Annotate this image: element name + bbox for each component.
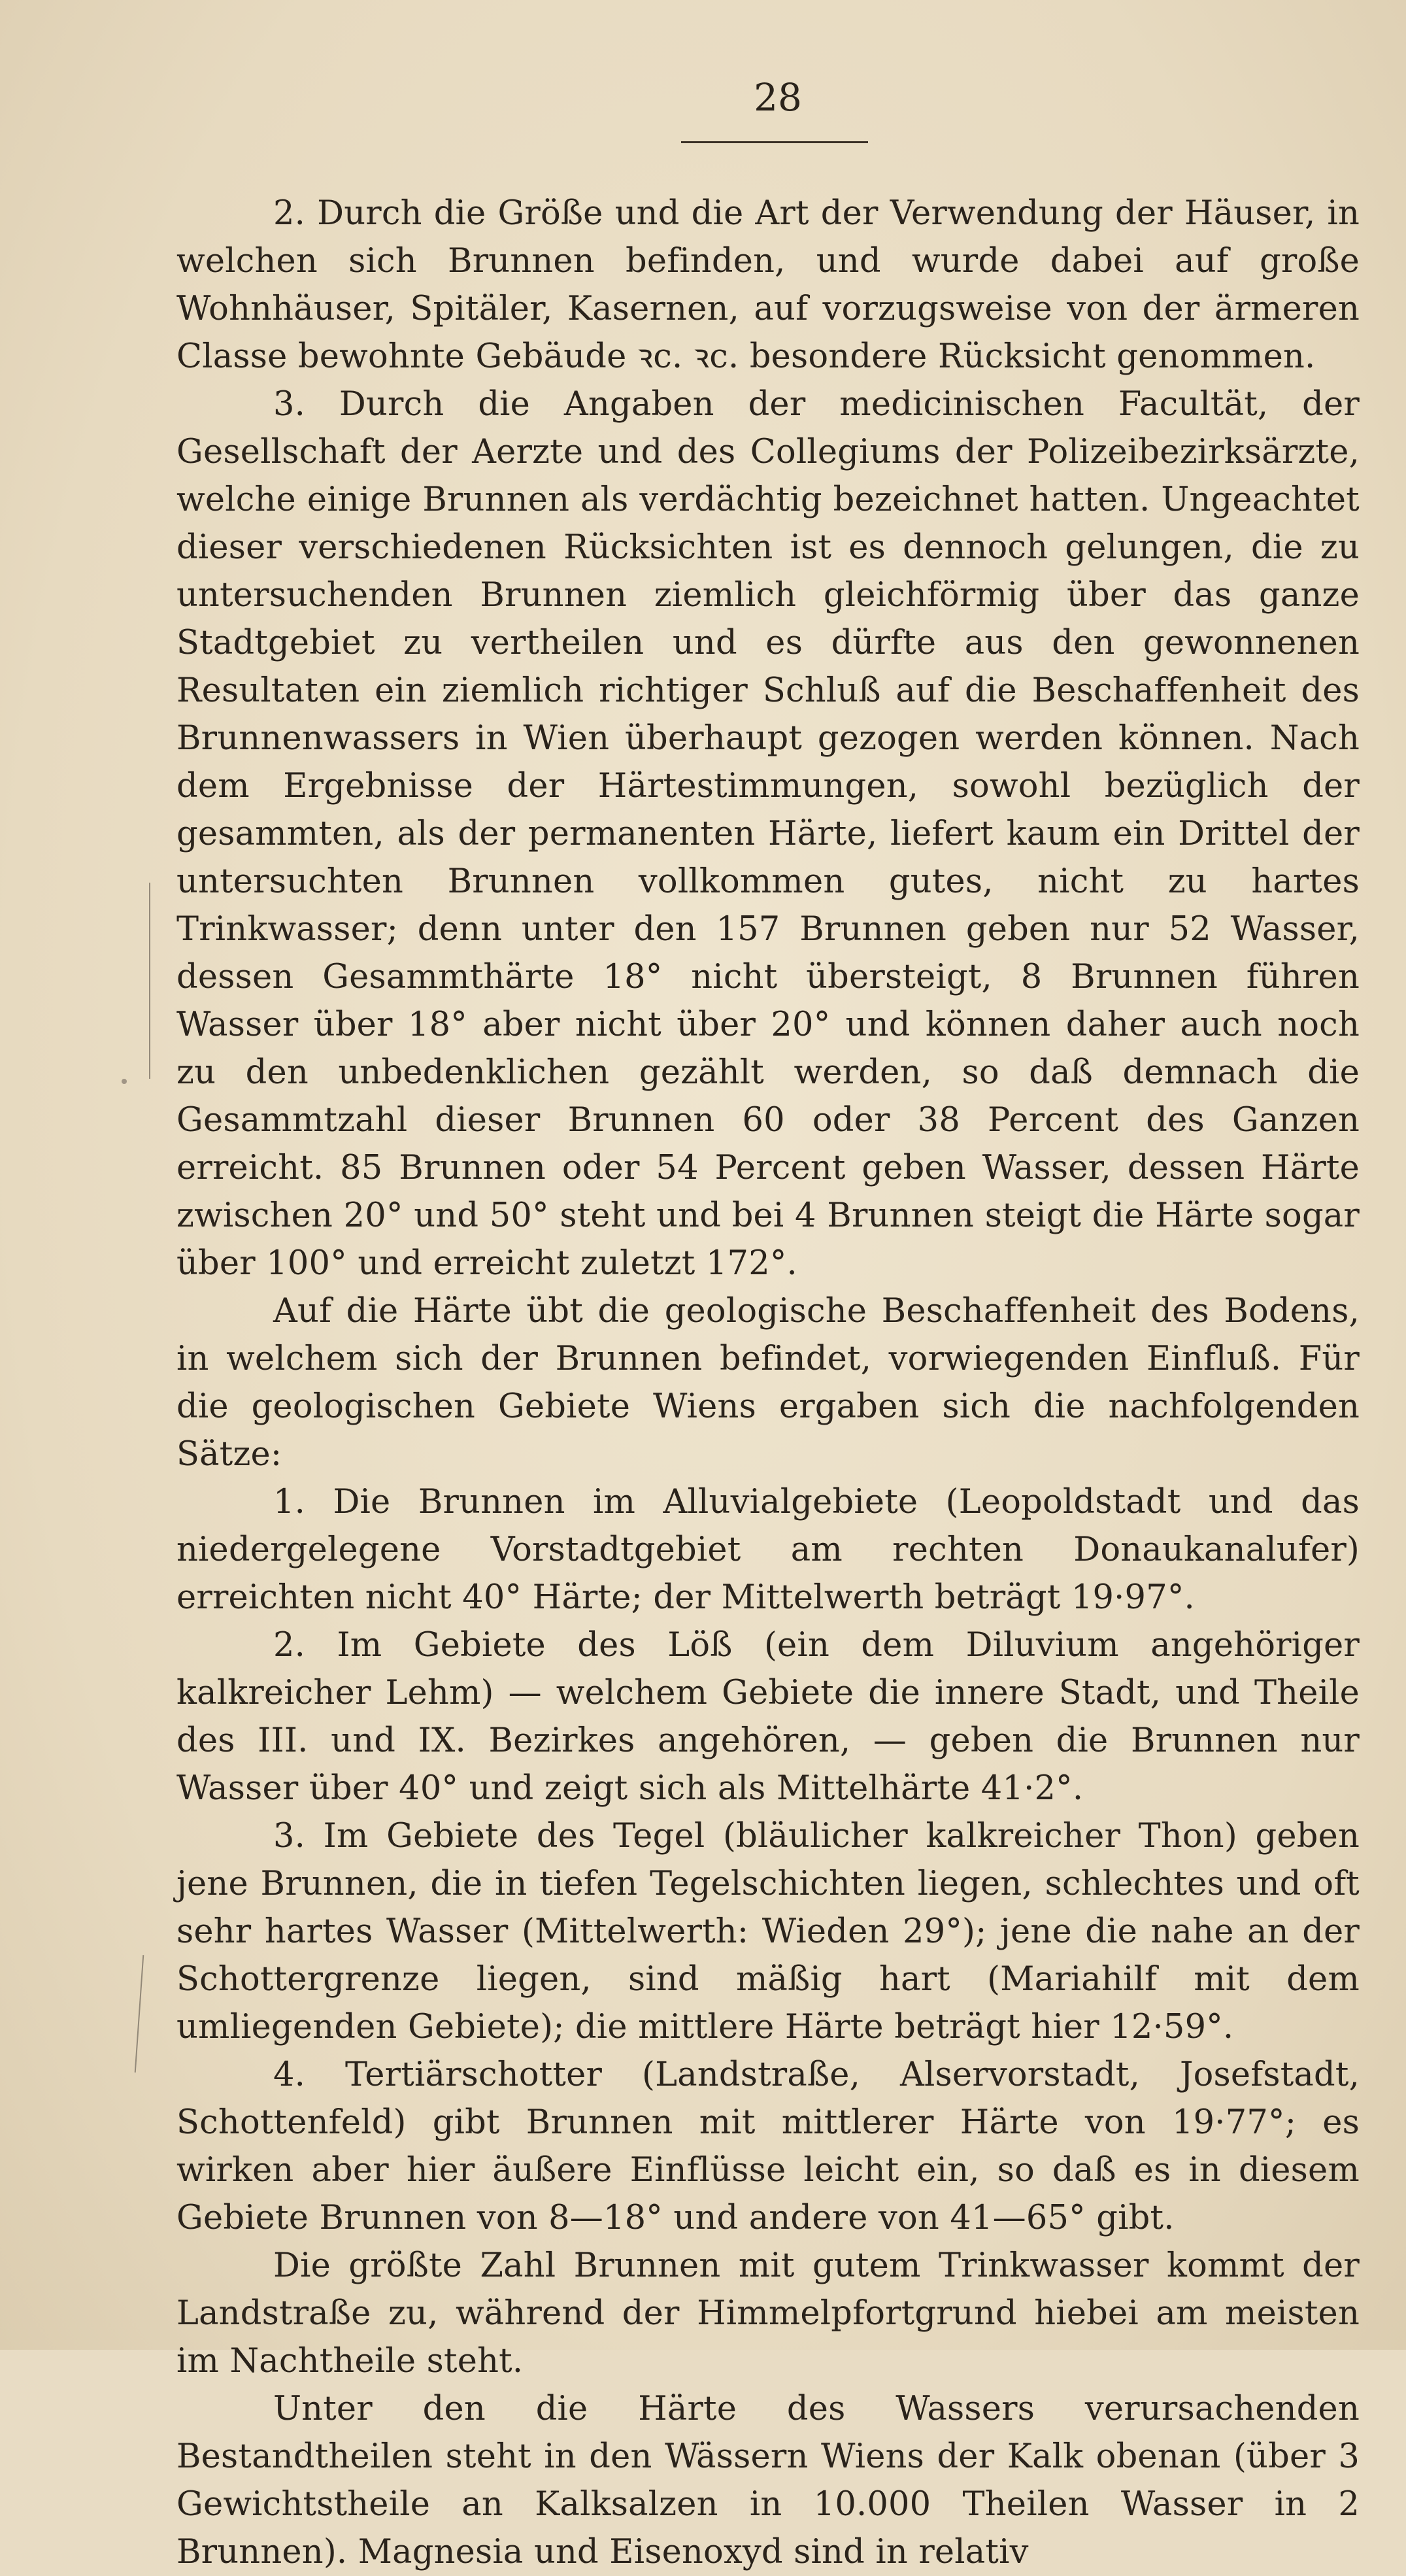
paragraph: 3. Durch die Angaben der medicinischen Facultät, der Gesellschaft der Aerzte und des Collegiums der Polizeibezirksärzte, welche einige Brunnen als verdächtig bezeichnet hatten. Ungeachtet dieser verschiedenen Rücksichten ist es dennoch gelungen, die zu untersuchenden Brunnen ziemlich gleichförmig über das ganze Stadtgebiet zu vertheilen und es dürfte aus den gewonnenen Resultaten ein ziemlich richtiger Schluß auf die Beschaffenheit des Brunnenwassers in Wien überhaupt gezogen werden können. Nach dem Ergebnisse der Härtestimmungen, sowohl bezüglich der gesammten, als der permanenten Härte, liefert kaum ein Drittel der untersuchten Brunnen vollkommen gutes, nicht zu hartes Trinkwasser; denn unter den 157 Brunnen geben nur 52 Wasser, dessen Gesammthärte 18° nicht übersteigt, 8 Brunnen führen Wasser über 18° aber nicht über 20° und können daher auch noch zu den unbedenklichen gezählt werden, so daß demnach die Gesammtzahl dieser Brunnen 60 oder 38 Percent des Ganzen erreicht. 85 Brunnen oder 54 Percent geben Wasser, dessen Härte zwischen 20° und 50° steht und bei 4 Brunnen steigt die Härte sogar über 100° und erreicht zuletzt 172°.	[176, 385, 1360, 1283]
body-text	[176, 190, 1360, 2576]
pencil-margin-mark	[135, 1955, 144, 2073]
pencil-margin-mark	[149, 883, 150, 1079]
paragraph: 2. Durch die Größe und die Art der Verwendung der Häuser, in welchen sich Brunnen befinden, und wurde dabei auf große Wohnhäuser, Spitäler, Kasernen, auf vorzugsweise von der ärmeren Classe bewohnte Gebäude ꝛc. ꝛc. besondere Rücksicht genommen.	[176, 194, 1360, 376]
paragraph: Unter den die Härte des Wassers verursachenden Bestandtheilen steht in den Wässern Wiens der Kalk obenan (über 3 Gewichtstheile an Kalksalzen in 10.000 Theilen Wasser in 2 Brunnen). Magnesia und Eisenoxyd sind in relativ	[176, 2390, 1360, 2571]
paragraph: 4. Tertiärschotter (Landstraße, Alservorstadt, Josefstadt, Schottenfeld) gibt Brunnen mit mittlerer Härte von 19·77°; es wirken aber hier äußere Einflüsse leicht ein, so daß es in diesem Gebiete Brunnen von 8—18° und andere von 41—65° gibt.	[176, 2056, 1360, 2237]
paragraph: Auf die Härte übt die geologische Beschaffenheit des Bodens, in welchem sich der Brunnen befindet, vorwiegenden Einfluß. Für die geologischen Gebiete Wiens ergaben sich die nachfolgenden Sätze:	[176, 1292, 1360, 1474]
pencil-margin-dot	[122, 1079, 127, 1084]
paragraph: 1. Die Brunnen im Alluvialgebiete (Leopoldstadt und das niedergelegene Vorstadtgebiet am rechten Donaukanalufer) erreichten nicht 40° Härte; der Mittelwerth beträgt 19·97°.	[176, 1483, 1360, 1617]
page-number: 28	[754, 75, 802, 120]
paragraph: 2. Im Gebiete des Löß (ein dem Diluvium angehöriger kalkreicher Lehm) — welchem Gebiete die innere Stadt, und Theile des III. und IX. Bezirkes angehören, — geben die Brunnen nur Wasser über 40° und zeigt sich als Mittelhärte 41·2°.	[176, 1626, 1360, 1808]
paragraph: 3. Im Gebiete des Tegel (bläulicher kalkreicher Thon) geben jene Brunnen, die in tiefen Tegelschichten liegen, schlechtes und oft sehr hartes Wasser (Mittelwerth: Wieden 29°); jene die nahe an der Schottergrenze liegen, sind mäßig hart (Mariahilf mit dem umliegenden Gebiete); die mittlere Härte beträgt hier 12·59°.	[176, 1817, 1360, 2046]
header-rule	[681, 141, 868, 143]
paragraph: Die größte Zahl Brunnen mit gutem Trinkwasser kommt der Landstraße zu, während der Himmelpfortgrund hiebei am meisten im Nachtheile steht.	[176, 2246, 1360, 2381]
